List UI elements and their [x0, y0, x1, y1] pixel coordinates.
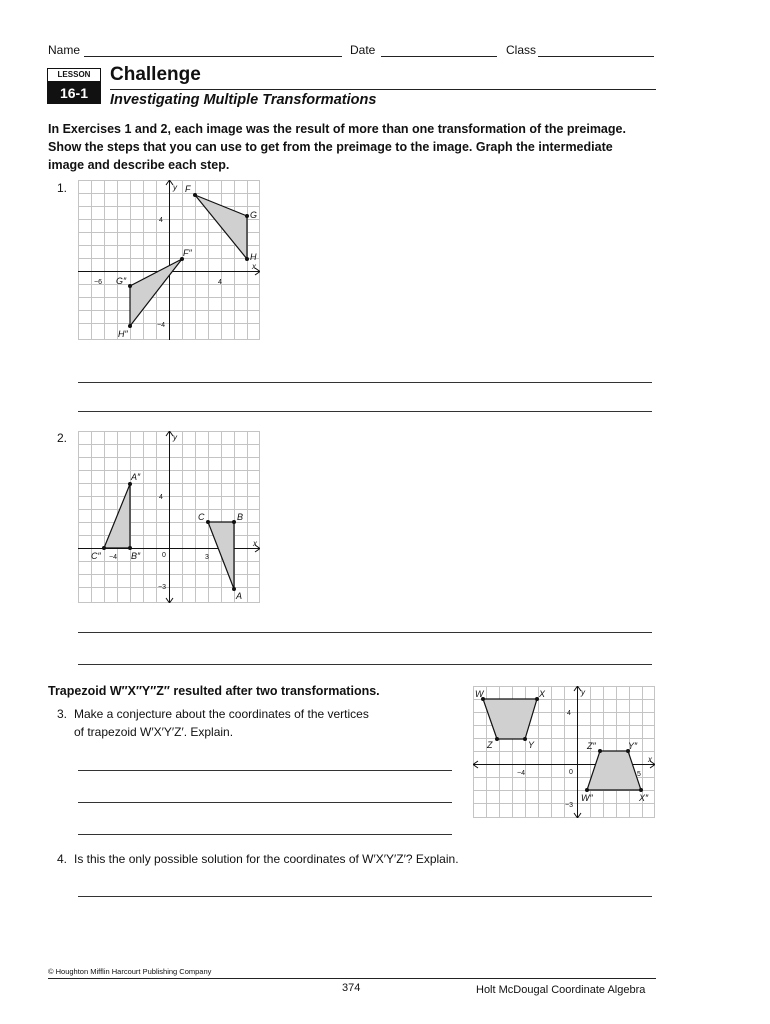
ex2-tick-y4: 4: [159, 494, 163, 501]
trap-tick-y4: 4: [567, 710, 571, 717]
book-title: Holt McDougal Coordinate Algebra: [476, 984, 646, 996]
trapezoid-heading: Trapezoid W″X″Y″Z″ resulted after two transformations.: [48, 684, 380, 698]
ex1-graph: [78, 180, 260, 340]
ex1-y-axis-label: y: [173, 183, 177, 192]
lesson-badge-number: 16-1: [47, 82, 101, 104]
q3-number: 3.: [57, 707, 68, 721]
trap-label-z-double-prime: Z″: [587, 741, 596, 751]
trap-label-w-double-prime: W″: [581, 793, 593, 803]
title-rule: [110, 89, 656, 90]
trap-label-x: X: [539, 689, 546, 699]
q3-text-line-2: of trapezoid W′X′Y′Z′. Explain.: [74, 725, 234, 739]
date-line[interactable]: [381, 43, 497, 57]
ex2-x-axis-label: x: [253, 539, 257, 548]
q4-text: Is this the only possible solution for the coordinates of W′X′Y′Z′? Explain.: [74, 852, 459, 866]
ex1-x-axis-label: x: [252, 262, 256, 271]
q4-number: 4.: [57, 852, 68, 866]
lesson-badge: [47, 68, 101, 106]
q3-text-line-1: Make a conjecture about the coordinates of the vertices: [74, 707, 369, 721]
trap-label-z: Z: [487, 740, 493, 750]
ex1-label-g-double-prime: G″: [116, 276, 127, 286]
trap-label-x-double-prime: X″: [639, 793, 649, 803]
ex1-axes: [78, 180, 260, 340]
ex1-tick-ym4: −4: [157, 322, 165, 329]
q3-answer-line-3[interactable]: [78, 834, 452, 835]
ex2-label-c: C: [198, 512, 205, 522]
ex2-tick-ym3: −3: [158, 584, 166, 591]
ex2-y-axis-label: y: [173, 433, 177, 442]
name-label: Name: [48, 43, 81, 57]
trap-tick-xm4: −4: [517, 770, 525, 777]
ex2-label-a: A: [236, 591, 243, 601]
footer-rule: [48, 978, 656, 979]
ex2-answer-line-2[interactable]: [78, 664, 652, 665]
ex2-number: 2.: [57, 431, 68, 445]
ex1-number: 1.: [57, 181, 68, 195]
copyright: © Houghton Mifflin Harcourt Publishing Company: [48, 967, 212, 976]
date-label: Date: [350, 43, 376, 57]
ex2-answer-line-1[interactable]: [78, 632, 652, 633]
trap-tick-ym3: −3: [565, 802, 573, 809]
lesson-title: Challenge: [110, 64, 201, 85]
ex2-tick-x0: 0: [162, 552, 166, 559]
ex2-label-a-double-prime: A″: [131, 472, 141, 482]
trapezoid-wxyz-double-prime: [587, 751, 641, 790]
q3-answer-line-2[interactable]: [78, 802, 452, 803]
ex2-label-b-double-prime: B″: [131, 551, 141, 561]
ex1-answer-line-2[interactable]: [78, 411, 652, 412]
trap-tick-x0: 0: [569, 769, 573, 776]
trap-tick-x5: 5: [637, 771, 641, 778]
trapezoid-graph: [473, 686, 655, 818]
ex1-tick-xm6: −6: [94, 279, 102, 286]
ex1-label-h: H: [250, 252, 257, 262]
ex1-answer-line-1[interactable]: [78, 382, 652, 383]
class-line[interactable]: [538, 43, 654, 57]
trap-y-axis-label: y: [581, 688, 585, 697]
ex1-tick-x4: 4: [218, 279, 222, 286]
trapezoid-wxyz: [483, 699, 537, 739]
name-line[interactable]: [84, 43, 342, 57]
ex2-label-c-double-prime: C″: [91, 551, 101, 561]
ex1-label-g: G: [250, 210, 258, 220]
q4-answer-line[interactable]: [78, 896, 652, 897]
ex1-label-f: F: [185, 184, 191, 194]
lesson-subtitle: Investigating Multiple Transformations: [110, 92, 377, 108]
ex1-tick-y4: 4: [159, 217, 163, 224]
q3-answer-line-1[interactable]: [78, 770, 452, 771]
ex2-tick-x3: 3: [205, 554, 209, 561]
class-label: Class: [506, 43, 537, 57]
lesson-badge-top: LESSON: [47, 68, 101, 82]
trap-label-y-double-prime: Y″: [628, 741, 638, 751]
ex2-label-b: B: [237, 512, 244, 522]
ex2-tick-xm4: −4: [109, 554, 117, 561]
trap-label-y: Y: [528, 740, 535, 750]
ex1-label-f-double-prime: F″: [183, 248, 192, 258]
trap-x-axis-label: x: [648, 755, 652, 764]
trap-label-w: W: [475, 689, 484, 699]
page-number: 374: [342, 982, 361, 994]
intro-text: In Exercises 1 and 2, each image was the result of more than one transformation of the preimage. Show the steps that you can use to get from the preimage to the image. Graph the intermediate image and describe each step.: [48, 122, 626, 172]
ex1-label-h-double-prime: H″: [118, 329, 128, 339]
ex2-graph: [78, 431, 260, 603]
